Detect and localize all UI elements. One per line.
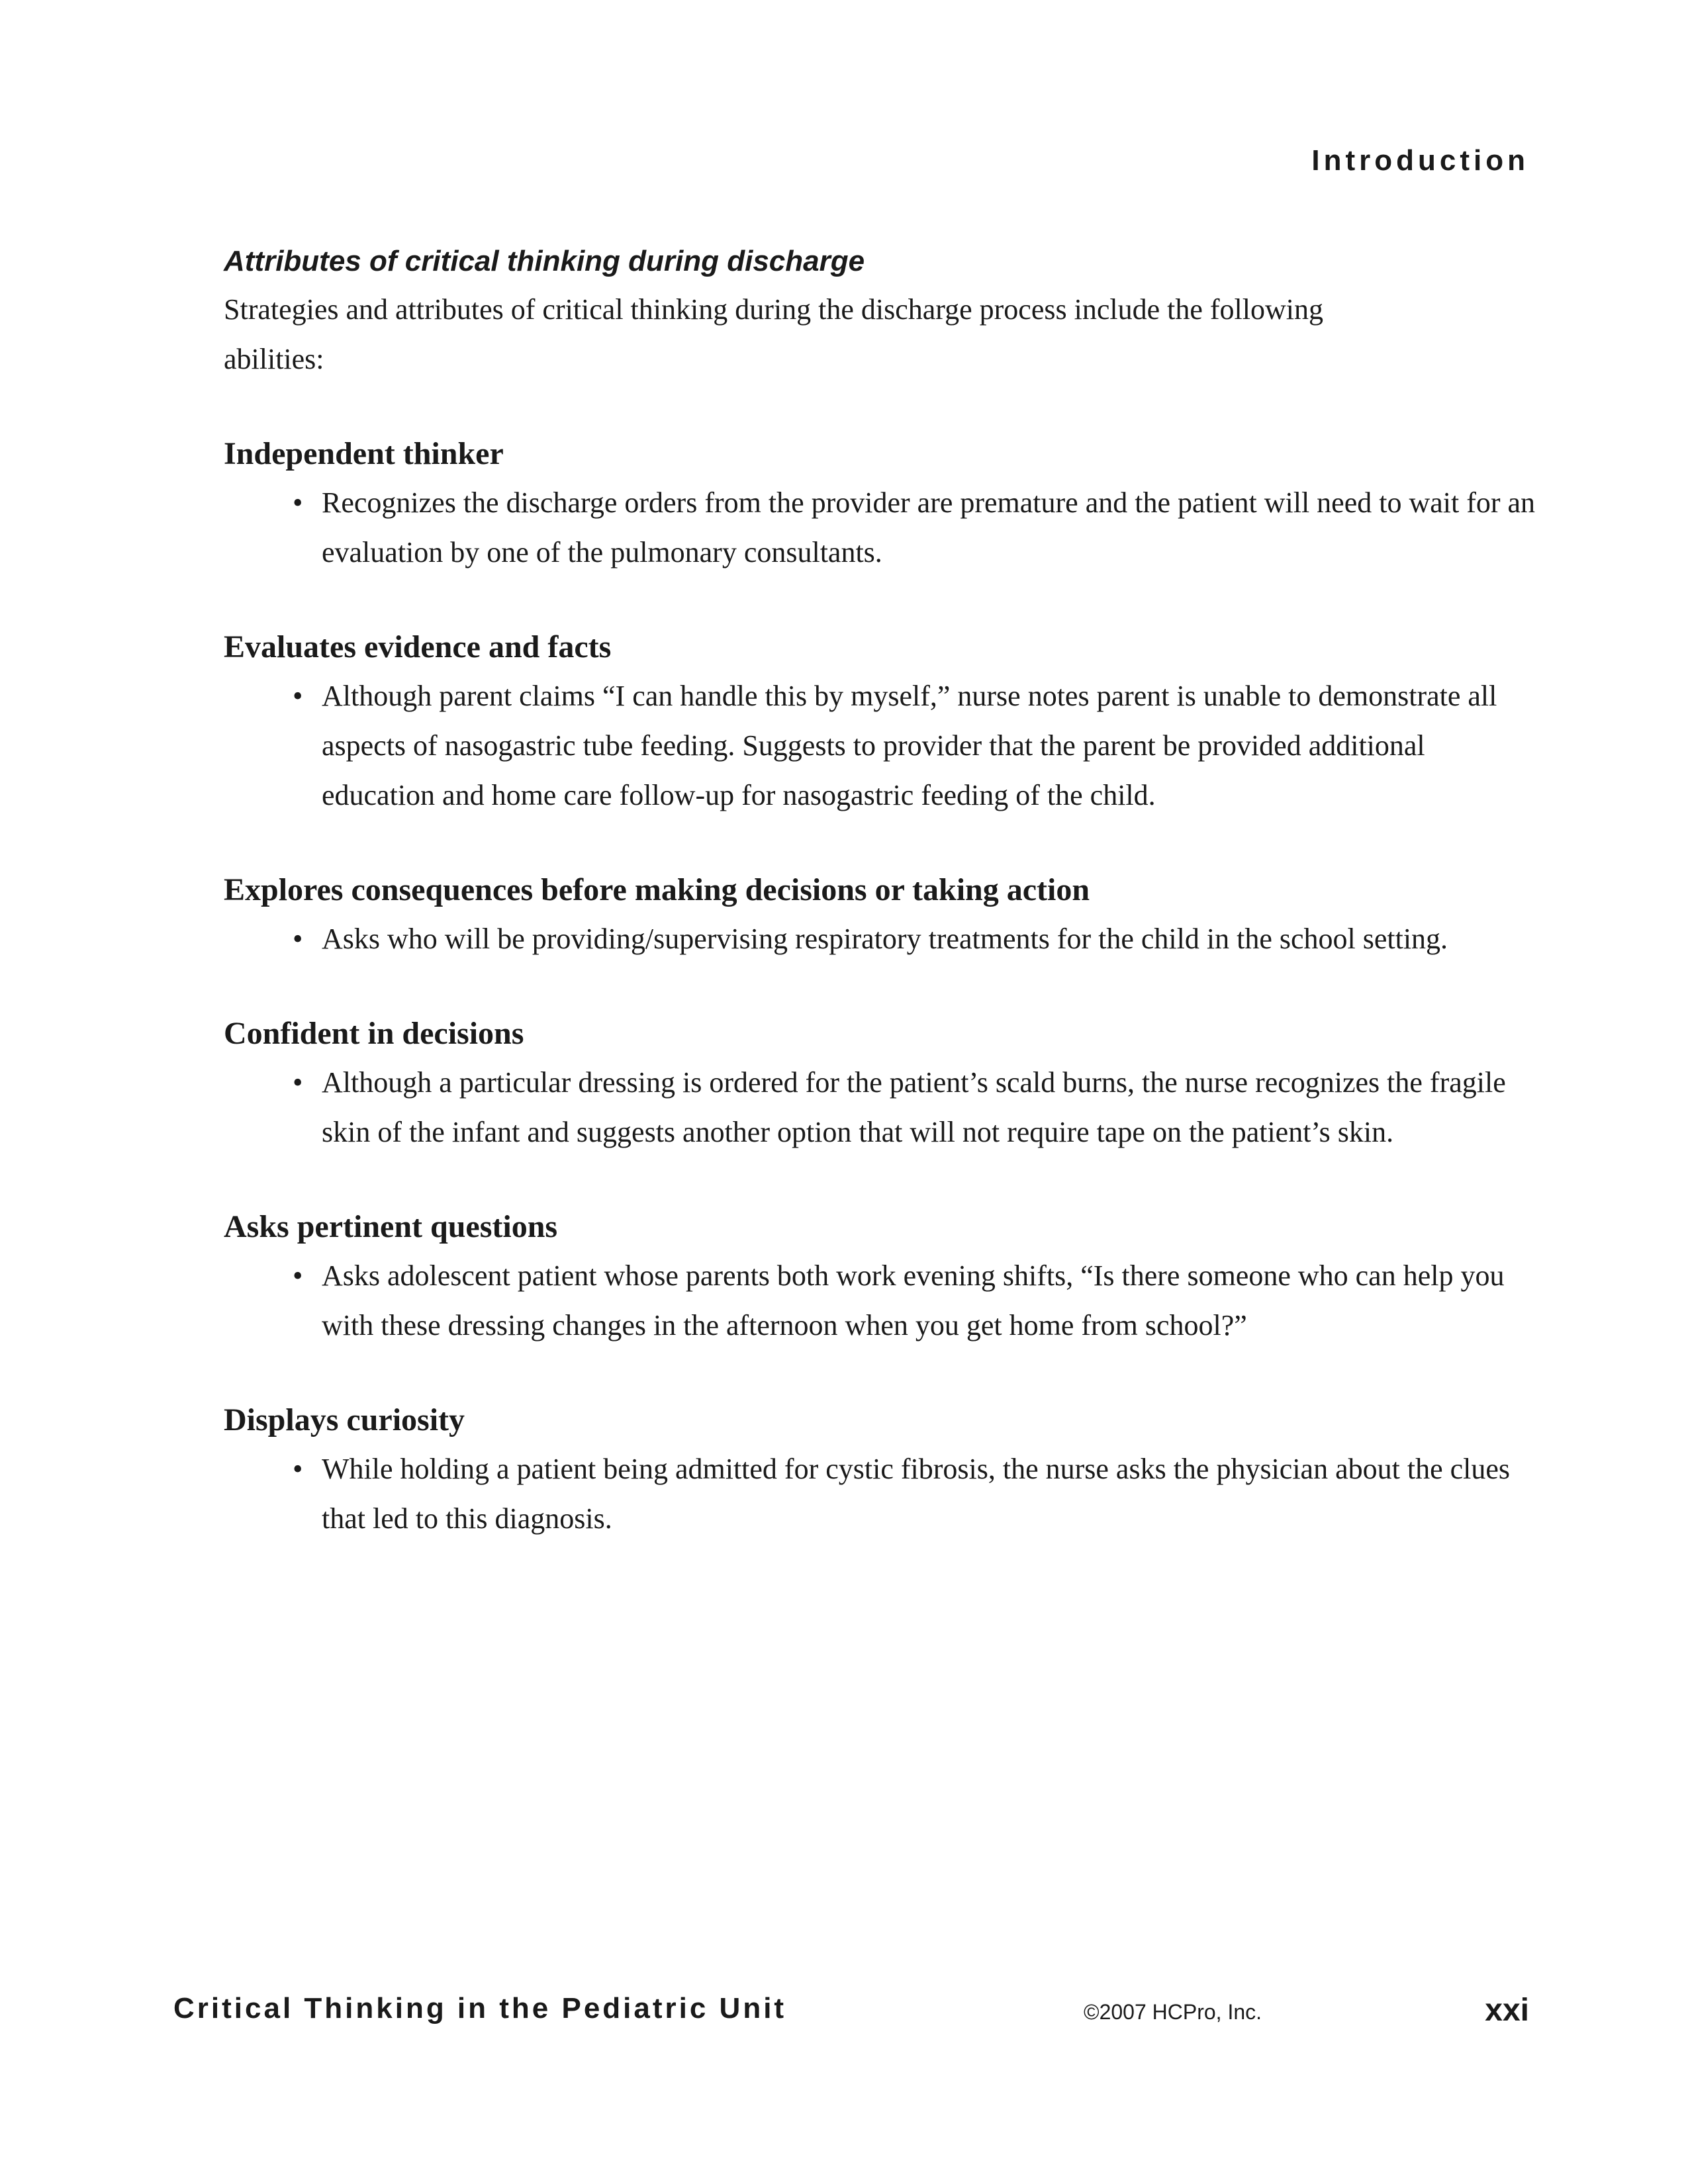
bullet-text: Recognizes the discharge orders from the provider are premature and the patient will need to wait for an evaluation by one of the pulmonary consultants. xyxy=(322,486,1536,569)
page-number: xxi xyxy=(1485,1993,1529,2028)
footer-book-title: Critical Thinking in the Pediatric Unit xyxy=(173,1992,787,2025)
section-asks-pertinent-questions xyxy=(224,1203,1541,1350)
bullet-text: Asks adolescent patient whose parents both work evening shifts, “Is there someone who can help you with these dressing changes in the afternoon when you get home from school?” xyxy=(322,1259,1505,1342)
section-heading: Explores consequences before making decisions or taking action xyxy=(224,872,1090,907)
list-item xyxy=(224,1058,1541,1157)
bullet-text: Although a particular dressing is ordered for the patient’s scald burns, the nurse recognizes the fragile skin of the infant and suggests another option that will not require tape on the patient’s skin. xyxy=(322,1066,1506,1148)
bullet-icon: • xyxy=(293,680,303,712)
bullet-icon: • xyxy=(293,486,303,519)
bullet-text: While holding a patient being admitted for cystic fibrosis, the nurse asks the physician about the clues that led to this diagnosis. xyxy=(322,1453,1510,1535)
footer-copyright: ©2007 HCPro, Inc. xyxy=(1084,2000,1262,2024)
page-content xyxy=(224,238,1541,1543)
list-item xyxy=(224,671,1541,820)
bullet-icon: • xyxy=(293,1066,303,1099)
section-heading: Confident in decisions xyxy=(224,1016,524,1051)
page-footer xyxy=(173,1992,1529,2045)
intro-title: Attributes of critical thinking during discharge xyxy=(224,245,865,277)
list-item xyxy=(224,1444,1541,1543)
list-item xyxy=(224,1251,1541,1350)
section-displays-curiosity xyxy=(224,1396,1541,1543)
list-item xyxy=(224,914,1541,964)
section-evaluates-evidence xyxy=(224,623,1541,820)
section-heading: Displays curiosity xyxy=(224,1402,465,1437)
section-heading: Evaluates evidence and facts xyxy=(224,629,612,664)
intro-text: Strategies and attributes of critical thinking during the discharge process include the following abilities: xyxy=(224,293,1323,375)
bullet-text: Asks who will be providing/supervising respiratory treatments for the child in the school setting. xyxy=(322,923,1448,955)
section-independent-thinker xyxy=(224,430,1541,577)
bullet-icon: • xyxy=(293,1259,303,1292)
list-item xyxy=(224,478,1541,577)
section-heading: Independent thinker xyxy=(224,436,504,471)
section-confident-in-decisions xyxy=(224,1010,1541,1157)
running-head: Introduction xyxy=(1311,144,1529,177)
bullet-icon: • xyxy=(293,923,303,955)
bullet-text: Although parent claims “I can handle this by myself,” nurse notes parent is unable to demonstrate all aspects of nasogastric tube feeding. Suggests to provider that the parent be provided additional education and home care follow-up for nasogastric feeding of the child. xyxy=(322,680,1497,811)
section-heading: Asks pertinent questions xyxy=(224,1209,558,1244)
section-explores-consequences xyxy=(224,866,1541,964)
bullet-icon: • xyxy=(293,1453,303,1485)
